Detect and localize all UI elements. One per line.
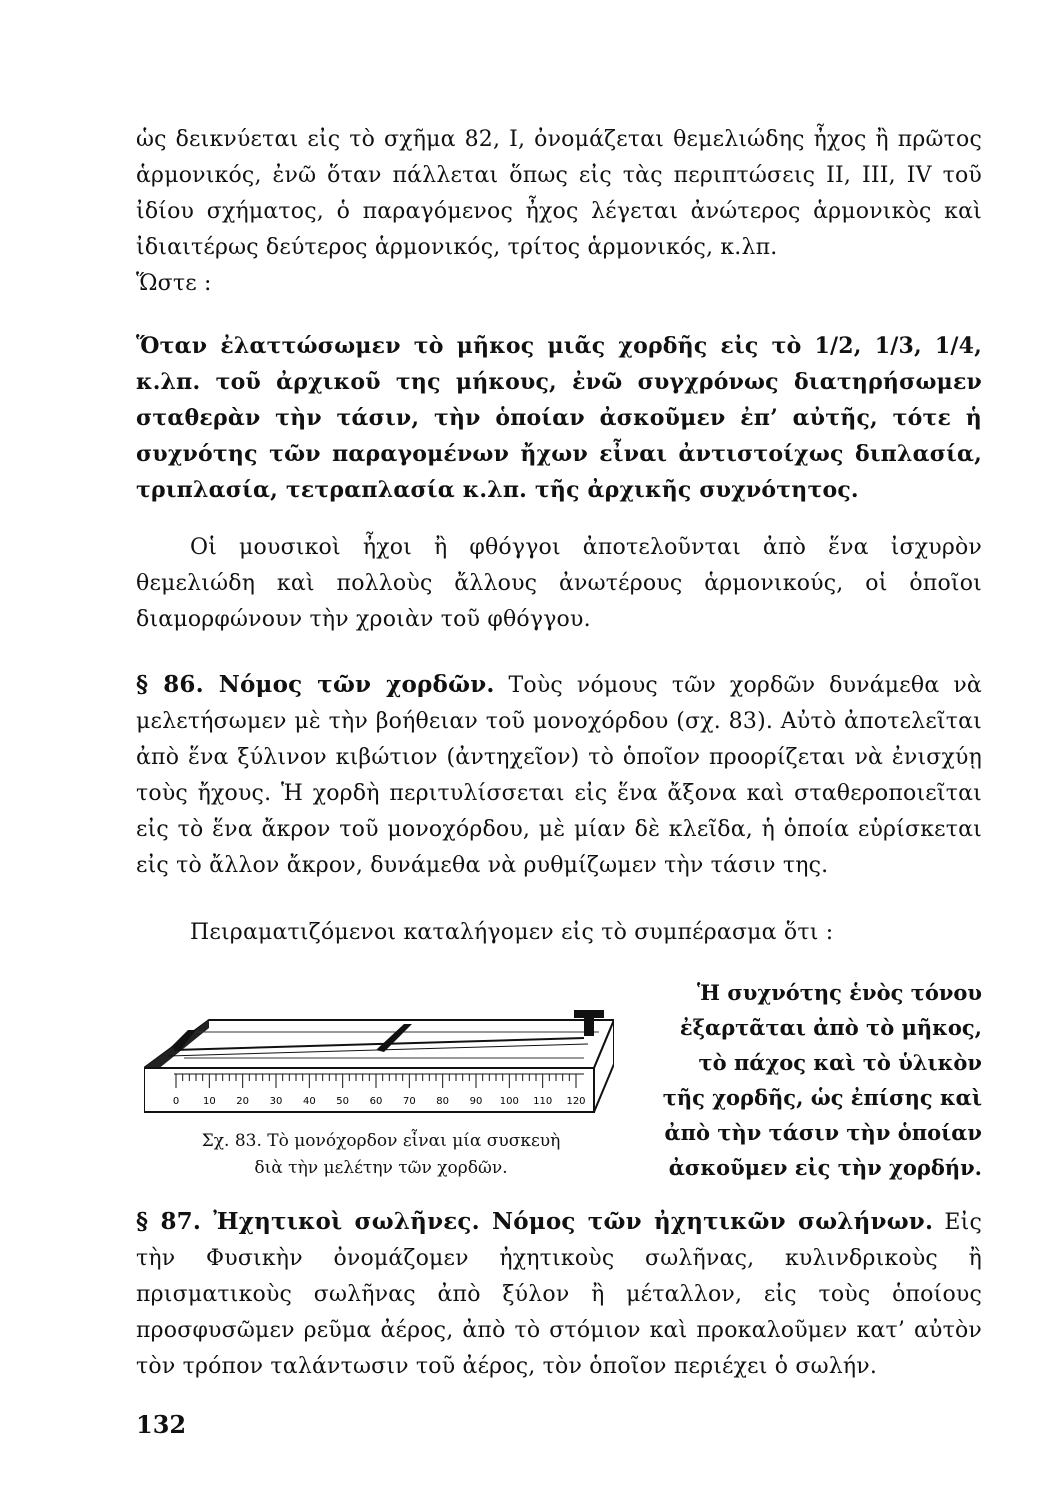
conclusion-line: Ἡ συχνότης ἑνὸς τόνου xyxy=(697,980,982,1005)
rule-statement xyxy=(136,328,982,508)
monochord-figure xyxy=(136,1008,626,1180)
scale-label: 30 xyxy=(269,1096,283,1107)
figure-caption xyxy=(136,1128,626,1182)
section87-heading: § 87. Ἠχητικοὶ σωλῆνες. Νόμος τῶν ἠχητικῶν σωλήνων. xyxy=(136,1208,934,1235)
conclusion-line: ἀσκοῦμεν εἰς τὴν χορδήν. xyxy=(668,1155,982,1180)
scale-label: 100 xyxy=(499,1096,519,1107)
conclusion-line: τὸ πάχος καὶ τὸ ὑλικὸν xyxy=(698,1050,982,1075)
conclusion-box xyxy=(652,975,982,1185)
scale-label: 20 xyxy=(236,1096,250,1107)
monochord-illustration xyxy=(144,1008,614,1120)
caption-line: διὰ τὴν μελέτην τῶν χορδῶν. xyxy=(254,1158,508,1178)
scale-label: 70 xyxy=(402,1096,416,1107)
paragraph1-text: ὡς δεικνύεται εἰς τὸ σχῆμα 82, I, ὀνομάζεται θεμελιώδης ἦχος ἢ πρῶτος ἁρμονικός, ἐνῶ ὅταν πάλλεται ὅπως εἰς τὰς περιπτώσεις II, III, IV τοῦ ἰδίου σχήματος, ὁ παραγόμενος ἦχος λέγεται ἀνώτερος ἁρμονικὸς καὶ ἰδιαιτέρως δεύτερος ἁρμονικός, τρίτος ἁρμονικός, κ.λπ. xyxy=(136,127,982,260)
paragraph4-text: Πειραματιζόμενοι καταλήγομεν εἰς τὸ συμπέρασμα ὅτι : xyxy=(190,920,834,945)
paragraph-timbre xyxy=(136,530,982,638)
section86-heading: § 86. Νόμος τῶν χορδῶν. xyxy=(136,671,495,698)
section86-text: Τοὺς νόμους τῶν χορδῶν δυνάμεθα νὰ μελετήσωμεν μὲ τὴν βοήθειαν τοῦ μονοχόρδου (σχ. 83). Αὐτὸ ἀποτελεῖται ἀπὸ ἕνα ξύλινον κιβώτιον (ἀντηχεῖον) τὸ ὁποῖον προορίζεται νὰ ἐνισχύῃ τοὺς ἤχους. Ἡ χορδὴ περιτυλίσσεται εἰς ἕνα ἄξονα καὶ σταθεροποιεῖται εἰς τὸ ἕνα ἄκρον τοῦ μονοχόρδου, μὲ μίαν δὲ κλεῖδα, ἡ ὁποία εὑρίσκεται εἰς τὸ ἄλλον ἄκρον, δυνάμεθα νὰ ρυθμίζωμεν τὴν τάσιν της. xyxy=(136,673,982,878)
conclusion-line: ἐξαρτᾶται ἀπὸ τὸ μῆκος, xyxy=(679,1015,982,1040)
paragraph-conclusion-intro xyxy=(136,915,982,951)
section87-text: Εἰς τὴν Φυσικὴν ὀνομάζομεν ἠχητικοὺς σωλῆνας, κυλινδρικοὺς ἢ πρισματικοὺς σωλῆνας ἀπὸ ξύλον ἢ μέταλλον, εἰς τοὺς ὁποίους προσφυσῶμεν ρεῦμα ἀέρος, ἀπὸ τὸ στόμιον καὶ προκαλοῦμεν κατ’ αὐτὸν τὸν τρόπον ταλάντωσιν τοῦ ἀέρος, τὸν ὁποῖον περιέχει ὁ σωλήν. xyxy=(136,1210,982,1379)
paragraph1-end: Ὥστε : xyxy=(136,271,212,296)
paragraph2-text: Οἱ μουσικοὶ ἦχοι ἢ φθόγγοι ἀποτελοῦνται ἀπὸ ἕνα ἰσχυρὸν θεμελιώδη καὶ πολλοὺς ἄλλους ἀνωτέρους ἁρμονικούς, οἱ ὁποῖοι διαμορφώνουν τὴν χροιὰν τοῦ φθόγγου. xyxy=(136,535,982,632)
paragraph-harmonics xyxy=(136,122,982,302)
scale-label: 110 xyxy=(533,1096,553,1107)
section-86 xyxy=(136,667,982,884)
conclusion-line: ἀπὸ τὴν τάσιν τὴν ὁποίαν xyxy=(664,1120,982,1145)
conclusion-line: τῆς χορδῆς, ὡς ἐπίσης καὶ xyxy=(662,1085,982,1110)
scale-label: 90 xyxy=(469,1096,483,1107)
scale-label: 10 xyxy=(202,1096,216,1107)
page-number: 132 xyxy=(136,1410,187,1439)
caption-line: Σχ. 83. Τὸ μονόχορδον εἶναι μία συσκευὴ xyxy=(201,1131,561,1151)
scale-label: 80 xyxy=(436,1096,450,1107)
section-87 xyxy=(136,1204,982,1385)
scale-label: 120 xyxy=(566,1096,586,1107)
scale-label: 0 xyxy=(172,1096,180,1107)
scale-label: 50 xyxy=(336,1096,350,1107)
scale-label: 40 xyxy=(302,1096,316,1107)
scale-label: 60 xyxy=(369,1096,383,1107)
rule-text: Ὅταν ἐλαττώσωμεν τὸ μῆκος μιᾶς χορδῆς εἰς τὸ 1/2, 1/3, 1/4, κ.λπ. τοῦ ἀρχικοῦ της μήκους, ἐνῶ συγχρόνως διατηρήσωμεν σταθερὰν τὴν τάσιν, τὴν ὁποίαν ἀσκοῦμεν ἐπ’ αὐτῆς, τότε ἡ συχνότης τῶν παραγομένων ἤχων εἶναι ἀντιστοίχως διπλασία, τριπλασία, τετραπλασία κ.λπ. τῆς ἀρχικῆς συχνότητος. xyxy=(136,333,982,503)
